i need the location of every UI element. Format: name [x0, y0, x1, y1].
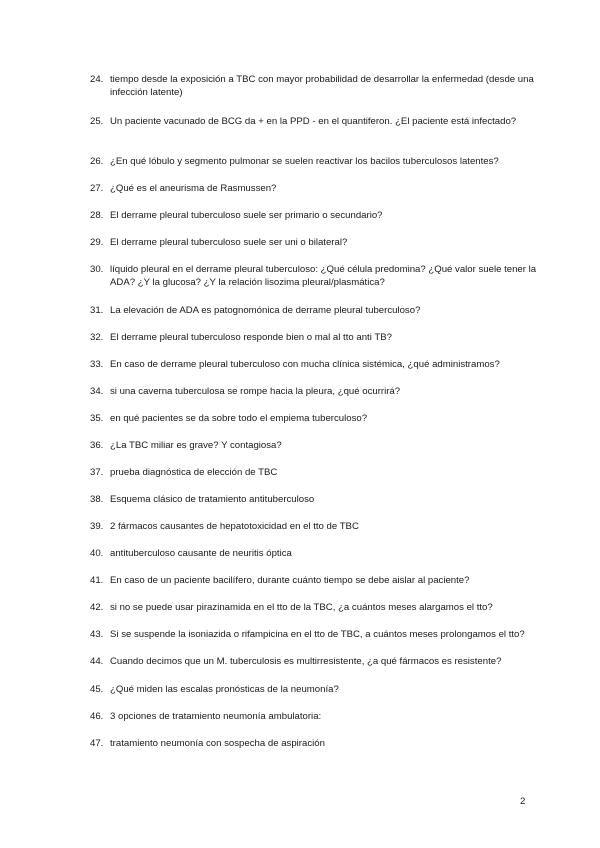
question-number: 27. — [90, 183, 104, 194]
question-text: Un paciente vacunado de BCG da + en la PPD - en el quantiferon. ¿El paciente está infectado? — [110, 116, 517, 127]
question-item — [90, 304, 540, 317]
question-text: en qué pacientes se da sobre todo el empiema tuberculoso? — [110, 413, 368, 424]
question-text: La elevación de ADA es patognomónica de derrame pleural tuberculoso? — [110, 305, 421, 316]
question-number: 40. — [90, 548, 104, 559]
question-number: 43. — [90, 629, 104, 640]
question-number: 38. — [90, 494, 104, 505]
question-number: 29. — [90, 237, 104, 248]
question-item — [90, 236, 540, 249]
question-text: En caso de un paciente bacilífero, durante cuánto tiempo se debe aislar al paciente? — [110, 575, 470, 586]
page-number: 2 — [520, 796, 526, 807]
question-number: 35. — [90, 413, 104, 424]
question-text: Cuando decimos que un M. tuberculosis es multirresistente, ¿a qué fármacos es resistente? — [110, 656, 502, 667]
question-text: 2 fármacos causantes de hepatotoxicidad en el tto de TBC — [110, 521, 359, 532]
question-item — [90, 547, 540, 560]
question-item — [90, 412, 540, 425]
question-text: si no se puede usar pirazinamida en el tto de la TBC, ¿a cuántos meses alargamos el tto? — [110, 602, 493, 613]
question-number: 25. — [90, 116, 104, 127]
question-item — [90, 182, 540, 195]
question-item — [90, 628, 540, 641]
question-item — [90, 574, 540, 587]
question-text: si una caverna tuberculosa se rompe hacia la pleura, ¿qué ocurrirá? — [110, 386, 401, 397]
question-item — [90, 493, 540, 506]
question-text: ¿Qué miden las escalas pronósticas de la neumonía? — [110, 684, 339, 695]
question-item — [90, 710, 540, 723]
question-number: 36. — [90, 440, 104, 451]
question-item — [90, 601, 540, 614]
question-number: 34. — [90, 386, 104, 397]
question-number: 45. — [90, 684, 104, 695]
question-item — [90, 358, 540, 371]
question-number: 31. — [90, 305, 104, 316]
question-item — [90, 520, 540, 533]
question-item — [90, 73, 540, 99]
question-number: 37. — [90, 467, 104, 478]
question-number: 30. — [90, 264, 104, 275]
question-item — [90, 385, 540, 398]
question-item — [90, 155, 540, 168]
question-number: 26. — [90, 156, 104, 167]
question-number: 39. — [90, 521, 104, 532]
question-text: ¿La TBC miliar es grave? Y contagiosa? — [110, 440, 282, 451]
question-number: 46. — [90, 711, 104, 722]
question-number: 24. — [90, 74, 104, 85]
question-text: antituberculoso causante de neuritis óptica — [110, 548, 292, 559]
question-number: 41. — [90, 575, 104, 586]
question-text: líquido pleural en el derrame pleural tuberculoso: ¿Qué célula predomina? ¿Qué valor suele tener la ADA? ¿Y la glucosa? ¿Y la relación lisozima pleural/plasmática? — [110, 264, 537, 288]
question-item — [90, 115, 540, 128]
question-number: 47. — [90, 738, 104, 749]
question-text: El derrame pleural tuberculoso suele ser uni o bilateral? — [110, 237, 348, 248]
question-item — [90, 466, 540, 479]
question-item — [90, 331, 540, 344]
question-item — [90, 209, 540, 222]
question-number: 33. — [90, 359, 104, 370]
question-text: prueba diagnóstica de elección de TBC — [110, 467, 278, 478]
question-item — [90, 655, 540, 668]
question-text: ¿Qué es el aneurisma de Rasmussen? — [110, 183, 277, 194]
question-text: tiempo desde la exposición a TBC con mayor probabilidad de desarrollar la enfermedad (desde una infección latente) — [110, 74, 534, 98]
question-text: En caso de derrame pleural tuberculoso con mucha clínica sistémica, ¿qué administramos? — [110, 359, 500, 370]
question-number: 44. — [90, 656, 104, 667]
question-text: El derrame pleural tuberculoso responde bien o mal al tto anti TB? — [110, 332, 392, 343]
question-number: 42. — [90, 602, 104, 613]
question-text: El derrame pleural tuberculoso suele ser primario o secundario? — [110, 210, 383, 221]
question-text: Si se suspende la isoniazida o rifampicina en el tto de TBC, a cuántos meses prolongamos el tto? — [110, 629, 525, 640]
question-text: Esquema clásico de tratamiento antituberculoso — [110, 494, 315, 505]
question-text: 3 opciones de tratamiento neumonía ambulatoria: — [110, 711, 322, 722]
question-item — [90, 683, 540, 696]
question-item — [90, 263, 540, 289]
question-number: 32. — [90, 332, 104, 343]
question-item — [90, 737, 540, 750]
question-text: ¿En qué lóbulo y segmento pulmonar se suelen reactivar los bacilos tuberculosos latentes? — [110, 156, 499, 167]
question-number: 28. — [90, 210, 104, 221]
question-item — [90, 439, 540, 452]
question-text: tratamiento neumonía con sospecha de aspiración — [110, 738, 325, 749]
